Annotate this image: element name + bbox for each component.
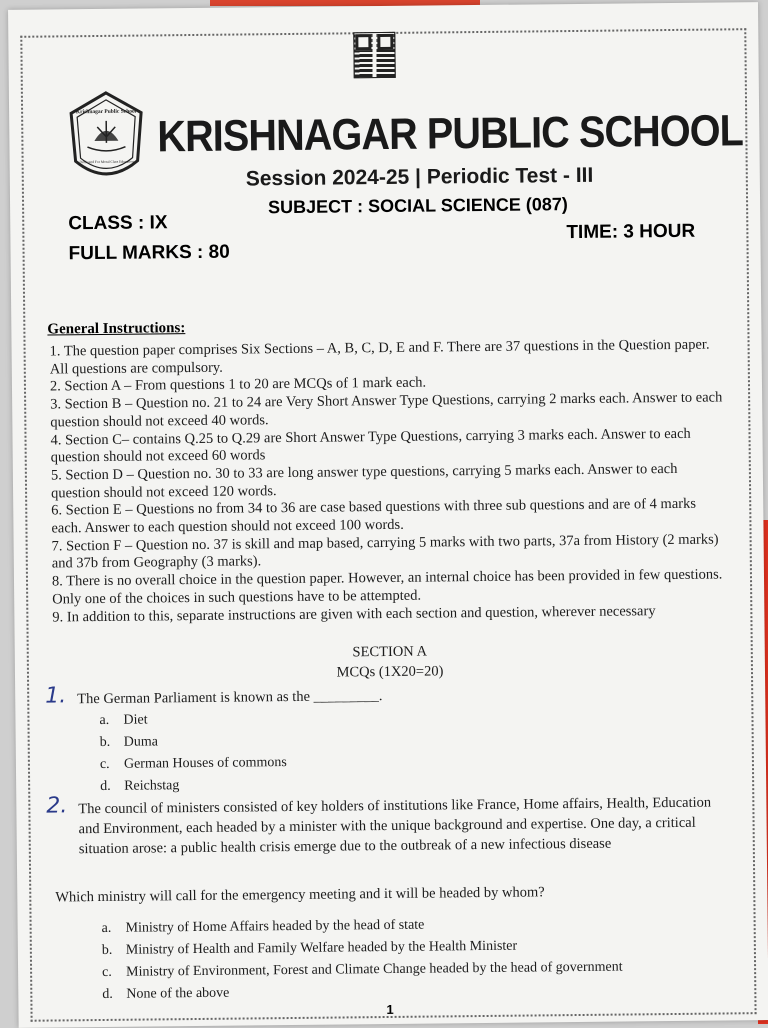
option-text: Reichstag — [124, 778, 180, 794]
question-2-prompt: Which ministry will call for the emergency meeting and it will be headed by whom? — [55, 884, 545, 906]
option-text: Ministry of Home Affairs headed by the head of state — [125, 917, 425, 936]
logo-text-top: Krishnagar Public School — [75, 108, 137, 116]
time-label: TIME: 3 HOUR — [566, 220, 696, 244]
option-text: None of the above — [126, 985, 230, 1002]
option-label: c. — [102, 964, 112, 980]
instruction-item: 6. Section E – Questions no from 34 to 36 are case based questions with three sub questions and are of 4 marks each. Answer to each question should not exceed 100 words. — [51, 496, 697, 537]
question-number-mark: 1. — [45, 683, 67, 709]
option-text: Ministry of Environment, Forest and Climate Change headed by the head of government — [126, 959, 623, 980]
option-text: Diet — [123, 712, 148, 728]
instruction-item: 9. In addition to this, separate instructions are given with each section and question, wherever necessary — [52, 602, 656, 626]
option-text: Ministry of Health and Family Welfare headed by the Health Minister — [125, 938, 518, 958]
option-label: c. — [99, 756, 110, 773]
question-1-option-d — [100, 778, 179, 795]
question-number-mark: 2. — [46, 793, 68, 819]
general-instructions-list — [50, 336, 729, 626]
subject-label: SUBJECT : SOCIAL SCIENCE (087) — [267, 194, 568, 218]
instruction-item: 3. Section B – Question no. 21 to 24 are Very Short Answer Type Questions, carrying 2 marks each. Answer to each question should not exceed 40 words. — [50, 389, 723, 431]
option-label: b. — [99, 734, 111, 751]
question-2-option-a — [102, 918, 425, 937]
option-label: a. — [101, 920, 112, 936]
school-logo — [67, 90, 146, 187]
general-instructions-title: General Instructions: — [47, 320, 186, 338]
school-name: KRISHNAGAR PUBLIC SCHOOL — [157, 106, 744, 162]
question-1-option-c — [100, 755, 287, 773]
section-a-title: SECTION A — [352, 643, 428, 661]
instruction-item: 5. Section D – Question no. 30 to 33 are long answer type questions, carrying 5 marks each. Answer to each question should not exceed 120 words. — [50, 460, 678, 502]
option-label: d. — [102, 986, 113, 1002]
option-label: a. — [99, 712, 110, 729]
instruction-item: 1. The question paper comprises Six Sections – A, B, C, D, E and F. There are 37 questions in the Question paper. All questions are compulsory. — [49, 336, 710, 378]
qr-code-icon — [353, 32, 395, 78]
page-number: 1 — [386, 1001, 394, 1018]
instruction-item: 7. Section F – Question no. 37 is skill and map based, carrying 5 marks with two parts, 37a from History (2 marks) and 37b from Geography (3 marks). — [51, 531, 719, 572]
exam-paper-sheet — [8, 2, 768, 1028]
session-title: Session 2024-25 | Periodic Test - III — [245, 163, 594, 191]
instruction-item: 4. Section C– contains Q.25 to Q.29 are Short Answer Type Questions, carrying 3 marks each. Answer to each question should not exceed 60 words — [50, 425, 691, 466]
section-a-subtitle: MCQs (1X20=20) — [336, 663, 444, 681]
question-1-text: The German Parliament is known as the _________. — [77, 688, 383, 708]
option-label: d. — [100, 778, 111, 795]
option-text: German Houses of commons — [123, 755, 287, 772]
full-marks-label: FULL MARKS : 80 — [68, 241, 230, 265]
option-text: Duma — [123, 734, 158, 750]
question-2-text: The council of ministers consisted of key holders of institutions like France, Home affairs, Health, Education and Environment, each headed by a minister with the unique background and expertise. One day, a critical situation arose: a public health crisis emerge due to the outbreak of a new infectious disease — [78, 794, 712, 858]
instruction-item: 8. There is no overall choice in the question paper. However, an internal choice has been provided in few questions. Only one of the choices in such questions have to be attempted. — [51, 566, 723, 608]
question-1-option-b — [100, 734, 158, 751]
class-label: CLASS : IX — [68, 212, 168, 235]
option-label: b. — [101, 942, 113, 958]
instruction-item: 2. Section A – From questions 1 to 20 are MCQs of 1 mark each. — [49, 374, 427, 395]
question-2-option-d — [102, 986, 229, 1003]
question-1-option-a — [99, 713, 147, 730]
logo-text-bottom: Dedicated For Moral Class Education — [79, 159, 134, 165]
